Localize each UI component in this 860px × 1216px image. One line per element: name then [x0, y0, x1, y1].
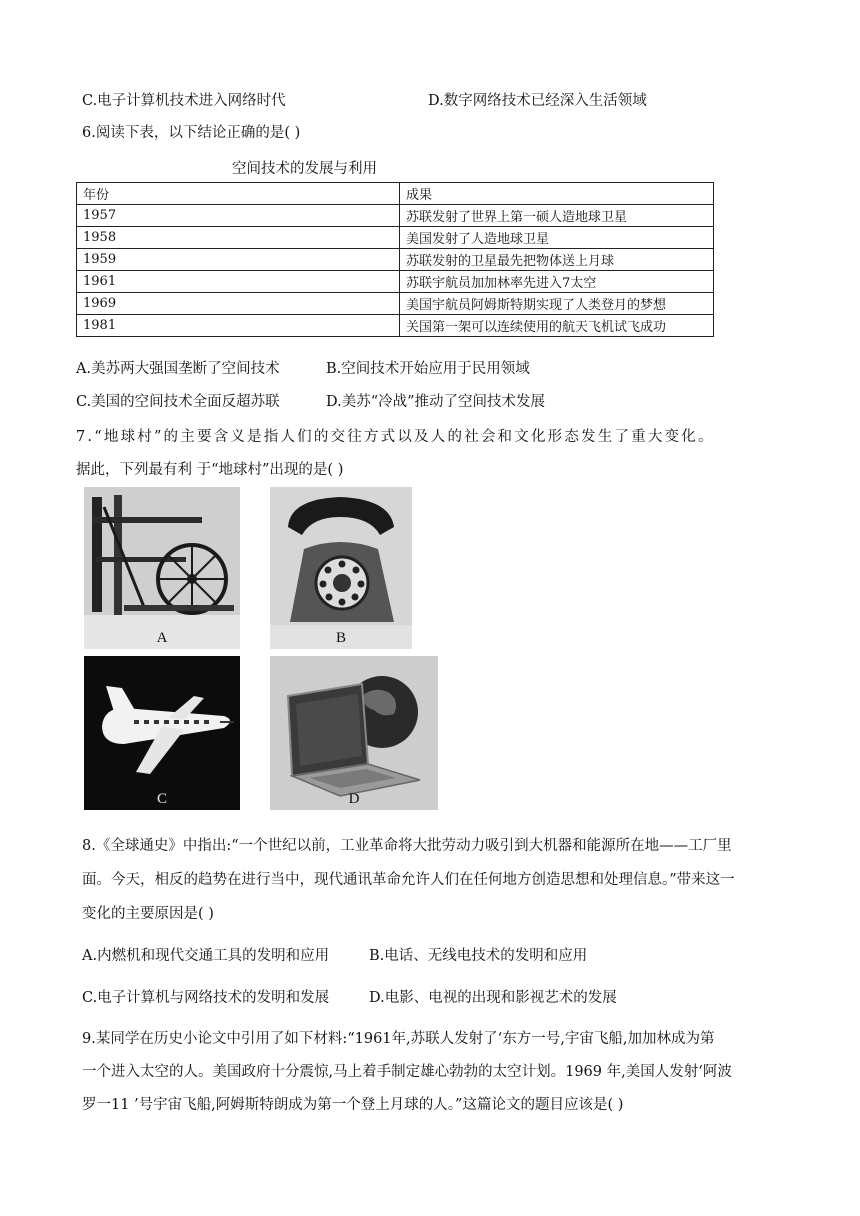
q8-stem-line3: 变化的主要原因是( ) — [82, 906, 214, 922]
q6-option-d: D.美苏“冷战”推动了空间技术发展 — [326, 394, 546, 410]
table-row — [77, 205, 714, 227]
q8-option-a: A.内燃机和现代交通工具的发明和应用 — [82, 948, 330, 964]
cell-year: 1958 — [77, 227, 400, 249]
picture-label-c: C — [156, 791, 168, 807]
cell-year: 1957 — [77, 205, 400, 227]
picture-b-telephone — [270, 487, 412, 649]
table-row — [77, 293, 714, 315]
table-title: 空间技术的发展与利用 — [232, 161, 377, 177]
cell-year: 1969 — [77, 293, 400, 315]
q8-option-c: C.电子计算机与网络技术的发明和发展 — [82, 990, 330, 1006]
picture-label-d: D — [348, 791, 360, 807]
table-row — [77, 271, 714, 293]
q5-option-d: D.数字网络技术已经深入生活领域 — [428, 93, 647, 109]
q5-option-c: C.电子计算机技术进入网络时代 — [82, 93, 286, 109]
q6-option-c: C.美国的空间技术全面反超苏联 — [76, 394, 280, 410]
header-year: 年份 — [77, 183, 400, 205]
q8-option-b: B.电话、无线电技术的发明和应用 — [369, 948, 588, 964]
cell-result: 苏联发射了世界上第一硕人造地球卫星 — [400, 205, 714, 227]
table-header-row — [77, 183, 714, 205]
picture-label-b: B — [335, 630, 347, 646]
table-row — [77, 315, 714, 337]
q9-stem-line2: 一个进入太空的人。美国政府十分震惊,马上着手制定雄心勃勃的太空计划。1969 年,美国人发射‘阿波 — [82, 1064, 732, 1080]
q7-stem-line2: 据此，下列最有利 于“地球村”出现的是( ) — [76, 462, 344, 478]
picture-a-spinning-machine — [84, 487, 240, 649]
telephone-icon — [270, 487, 412, 649]
q8-stem-line1: 8.《全球通史》中指出:“一个世纪以前，工业革命将大批劳动力吸引到大机器和能源所在地——工厂里 — [82, 838, 732, 854]
q8-stem-line2: 面。今天，相反的趋势在进行当中，现代通讯革命允许人们在任何地方创造思想和处理信息。”带来这一 — [82, 872, 735, 888]
cell-year: 1961 — [77, 271, 400, 293]
q9-stem-line3: 罗一11 ’号宇宙飞船,阿姆斯特朗成为第一个登上月球的人。”这篇论文的题目应该是( ) — [82, 1097, 624, 1113]
spinning-machine-icon — [84, 487, 240, 649]
cell-result: 苏联宇航员加加林率先进入7太空 — [400, 271, 714, 293]
q6-stem: 6.阅读下表，以下结论正确的是( ) — [82, 125, 301, 141]
cell-result: 美国发射了人造地球卫星 — [400, 227, 714, 249]
q7-stem-line1: 7.“地球村”的主要含义是指人们的交往方式以及人的社会和文化形态发生了重大变化。 — [76, 429, 715, 445]
q6-option-b: B.空间技术开始应用于民用领域 — [326, 361, 530, 377]
table-row — [77, 249, 714, 271]
picture-d-laptop-globe — [270, 656, 438, 810]
q8-option-d: D.电影、电视的出现和影视艺术的发展 — [369, 990, 617, 1006]
cell-result: 关国第一架可以连续使用的航天飞机试飞成功 — [400, 315, 714, 337]
airplane-icon — [84, 656, 240, 810]
q9-stem-line1: 9.某同学在历史小论文中引用了如下材料:“1961年,苏联人发射了‘东方一号,宇宙飞船,加加林成为第 — [82, 1031, 715, 1047]
cell-year: 1959 — [77, 249, 400, 271]
space-tech-table — [76, 182, 714, 337]
table-row — [77, 227, 714, 249]
picture-c-airplane — [84, 656, 240, 810]
header-result: 成果 — [400, 183, 714, 205]
cell-result: 美国宇航员阿姆斯特期实现了人类登月的梦想 — [400, 293, 714, 315]
cell-year: 1981 — [77, 315, 400, 337]
q6-option-a: A.美苏两大强国垄断了空间技术 — [76, 361, 280, 377]
laptop-globe-icon — [270, 656, 438, 810]
cell-result: 苏联发射的卫星最先把物体送上月球 — [400, 249, 714, 271]
picture-label-a: A — [156, 630, 168, 646]
